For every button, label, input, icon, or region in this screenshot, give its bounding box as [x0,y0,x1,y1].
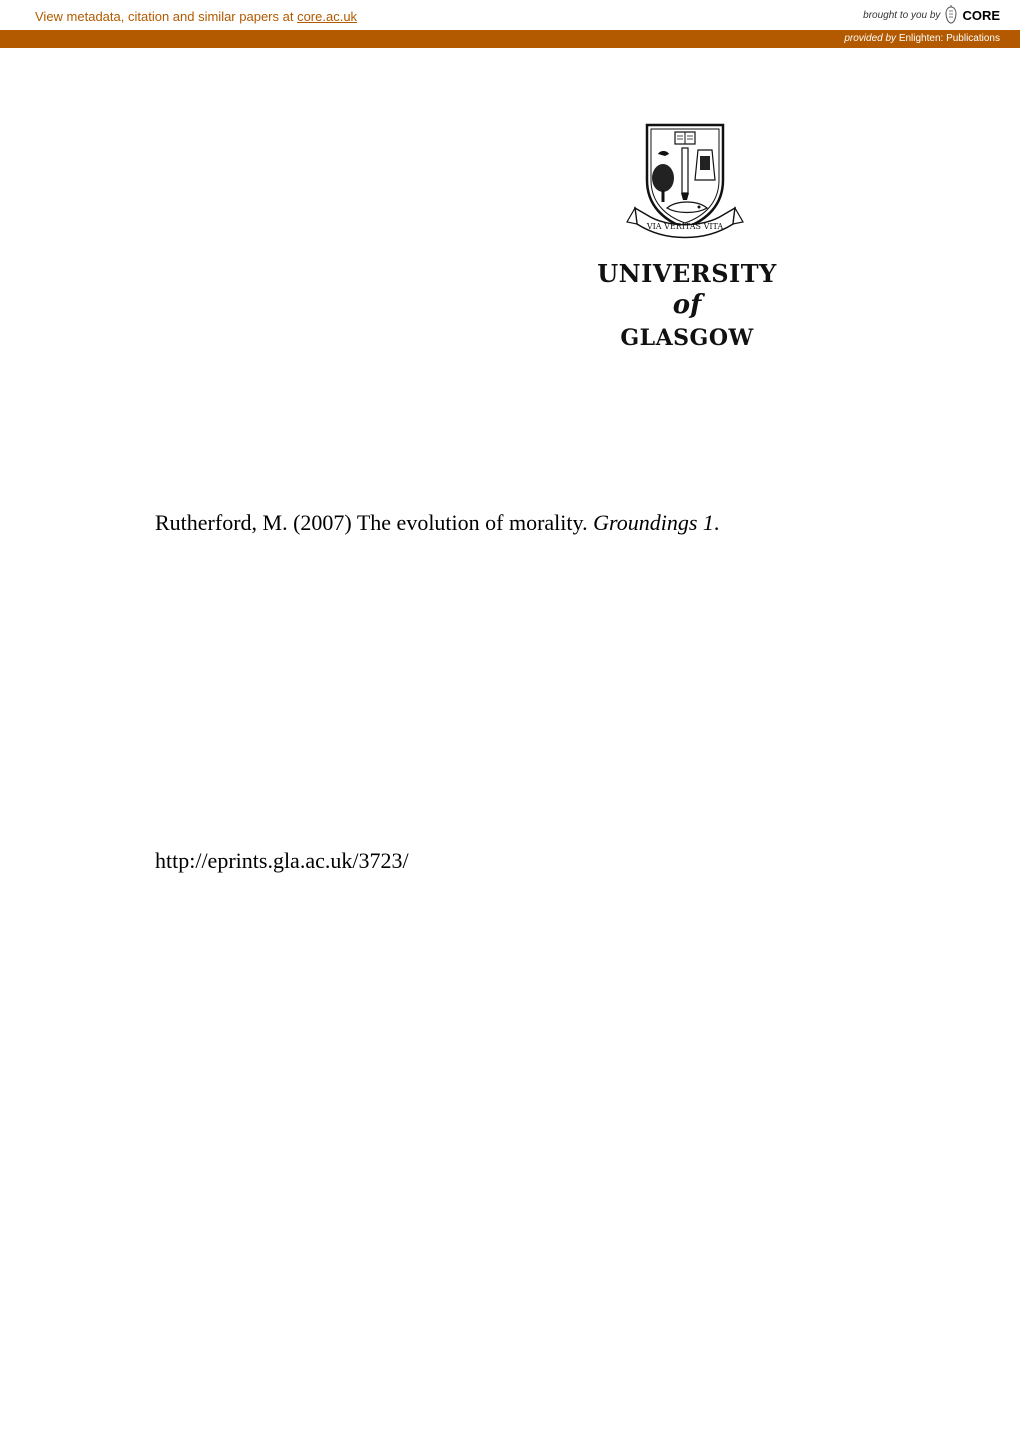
university-name-line2: of [672,290,702,320]
university-name-line1: UNIVERSITY [597,259,777,288]
core-banner [0,0,1020,30]
core-provider-bar [0,30,1020,48]
citation-journal: Groundings 1 [593,510,714,535]
core-name: CORE [962,7,1000,23]
brought-to-you-label: brought to you by [863,9,941,21]
citation-suffix: . [713,510,720,535]
citation-prefix: Rutherford, M. (2007) The evolution of morality. [155,510,594,535]
university-name-line3: GLASGOW [620,325,754,351]
provided-by-label: provided by [844,33,897,44]
core-link[interactable]: core.ac.uk [297,9,358,24]
core-provided-by[interactable] [844,33,1000,44]
provider-name: Enlighten: Publications [898,33,1000,44]
university-crest-icon [597,120,777,250]
core-metadata-text [35,9,357,24]
core-metadata-label: View metadata, citation and similar papers at [35,9,298,24]
eprint-url[interactable]: http://eprints.gla.ac.uk/3723/ [155,848,409,873]
crest-motto: VIA VERITAS VITA [646,222,724,231]
university-name [597,258,777,356]
core-logo-icon [944,5,958,25]
core-brought-by[interactable] [863,4,1000,26]
citation [155,510,719,536]
